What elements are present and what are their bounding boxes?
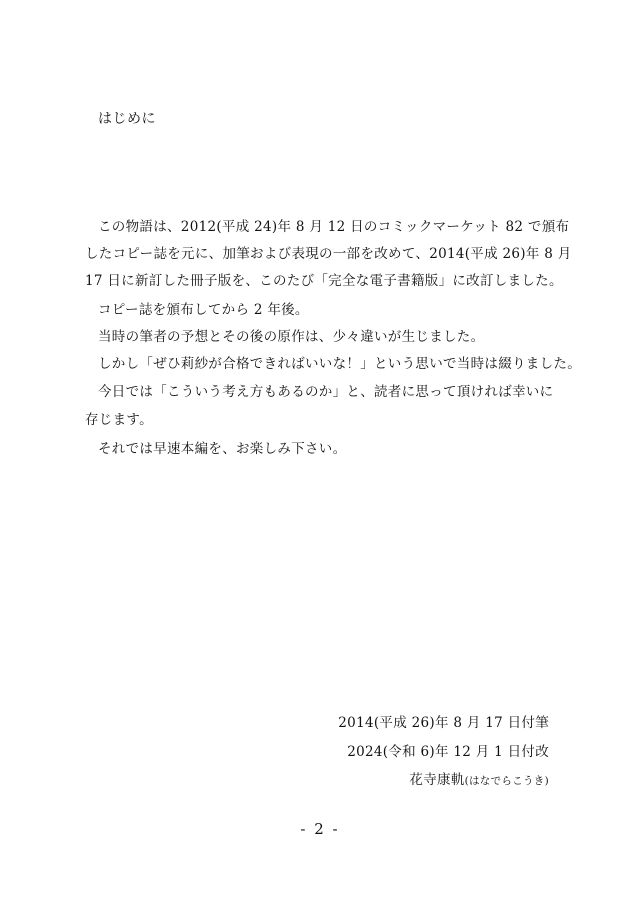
paragraph-line: 当時の筆者の予想とその後の原作は、少々違いが生じました。 — [98, 329, 485, 345]
paragraph-line: コピー誌を頒布してから 2 年後。 — [98, 302, 309, 318]
paragraph-line: 今日では「こういう考え方もあるのか」と、読者に思って頂ければ幸いに — [98, 384, 554, 400]
section-heading: はじめに — [98, 111, 156, 127]
author-name: 花寺康軌 — [409, 772, 465, 788]
paragraph-line: したコピー誌を元に、加筆および表現の一部を改めて、2014(平成 26)年 8 月 — [85, 246, 572, 262]
paragraph-line: 17 日に新訂した冊子版を、このたび「完全な電子書籍版」に改訂しました。 — [85, 273, 563, 289]
author-reading: (はなでらこうき) — [464, 775, 549, 787]
paragraph-line: しかし「ぜひ莉紗が合格できればいいな！」という思いで当時は綴りました。 — [98, 356, 581, 372]
signature-date-revised: 2024(令和 6)年 12 月 1 日付改 — [347, 744, 549, 760]
paragraph-line: それでは早速本編を、お楽しみ下さい。 — [98, 441, 347, 457]
author-signature — [409, 768, 549, 788]
paragraph-line: この物語は、2012(平成 24)年 8 月 12 日のコミックマーケット 82 で頒布 — [98, 219, 570, 235]
signature-date-written: 2014(平成 26)年 8 月 17 日付筆 — [338, 715, 549, 731]
page-number: - 2 - — [300, 820, 340, 838]
paragraph-line: 存じます。 — [85, 412, 153, 428]
